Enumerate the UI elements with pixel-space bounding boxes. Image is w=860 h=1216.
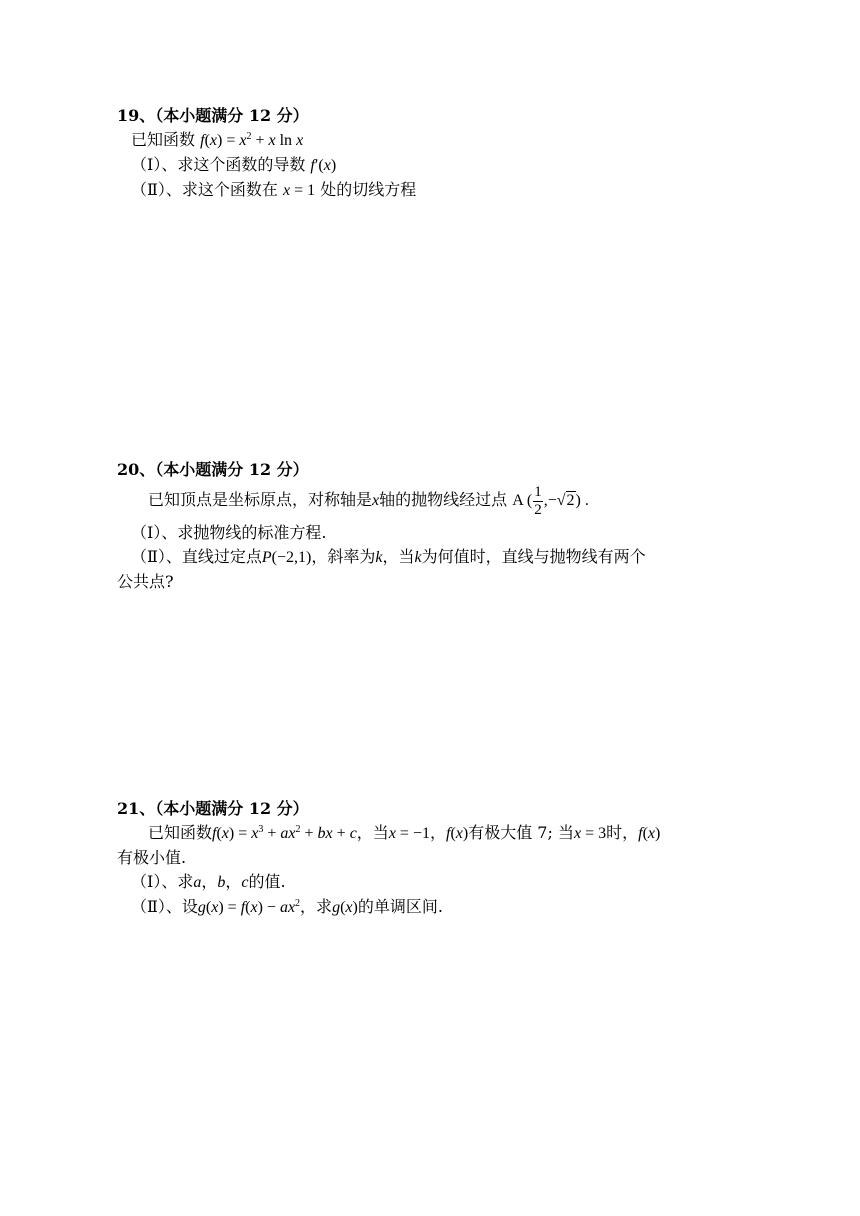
q20-frac-den: 2 (534, 501, 542, 518)
q19-derivative: f′(x) (310, 157, 337, 174)
question-21-part-1 (117, 870, 737, 895)
q20-l3-text-d: 为何值时，直线与抛物线有两个 (421, 547, 646, 566)
q21-l3-text-a: （Ⅰ）、求 (131, 872, 194, 891)
q21-l3-text-b: 的值. (248, 872, 286, 891)
q19-l2-text: （Ⅰ）、求这个函数的导数 (131, 155, 306, 174)
q19-l3-text-b: 处的切线方程 (320, 180, 417, 199)
question-21-line-2 (117, 846, 737, 870)
question-21-part-2 (117, 895, 737, 920)
q21-var-a: a (193, 874, 202, 891)
q20-sqrt-arg: 2 (566, 492, 575, 509)
question-21 (117, 797, 737, 920)
question-19 (117, 104, 737, 203)
q20-sqrt: √2 (556, 492, 575, 509)
q21-fx-2: f(x) (638, 825, 661, 842)
q21-fx-1: f(x) (445, 825, 469, 842)
question-20-line-4 (117, 570, 737, 594)
q21-l1-text-e: 时， (606, 823, 639, 842)
q21-sep-2: ， (225, 872, 242, 891)
question-20 (117, 458, 737, 594)
question-20-part-2 (117, 545, 737, 570)
q21-g-function: $g(x) = f(x) - ax^2$ (197, 898, 301, 916)
q21-sep-1: ， (201, 872, 218, 891)
q20-l2-text: （Ⅰ）、求抛物线的标准方程. (131, 523, 327, 542)
q21-cond-1: x = −1 (388, 825, 430, 842)
q21-l4-text-a: （Ⅱ）、设 (131, 897, 198, 916)
q19-l3-text-a: （Ⅱ）、求这个函数在 (131, 180, 278, 199)
q20-fixed-point: P(−2,1) (261, 549, 312, 566)
q20-l4-text: 公共点? (117, 572, 174, 591)
q21-l1-text-d: 有极大值 7; 当 (468, 823, 574, 842)
q21-var-b: b (217, 874, 226, 891)
q20-fraction (533, 484, 543, 519)
q21-l4-text-c: 的单调区间. (357, 897, 443, 916)
question-19-part-1 (117, 153, 737, 178)
question-21-title: 21、（本小题满分 12 分） (117, 799, 309, 818)
q21-l4-text-b: ，求 (300, 897, 333, 916)
question-19-part-2 (117, 178, 737, 203)
q20-axis: x (372, 492, 380, 509)
question-20-title: 20、（本小题满分 12 分） (117, 460, 309, 479)
q19-function: $f(x) = x^2 + x$ ln x (200, 131, 304, 149)
q20-slope-k-1: k (375, 549, 383, 566)
q20-l1-text-b: 轴的抛物线经过点 (379, 490, 508, 509)
q20-point-a: A ( $\frac{1}{2}$ ,−√2) . (512, 483, 589, 518)
question-20-part-1 (117, 521, 737, 545)
q21-var-c: c (241, 874, 249, 891)
q21-function: $f(x) = x^3 + ax^2$ + bx + c (212, 824, 357, 842)
question-19-line-1 (117, 128, 737, 153)
q21-l2-text: 有极小值. (117, 848, 187, 867)
q20-l3-text-c: ，当 (382, 547, 415, 566)
q20-frac-num: 1 (534, 483, 542, 500)
q20-l3-text-b: ，斜率为 (311, 547, 376, 566)
q21-g-x: g(x) (332, 899, 358, 916)
q20-slope-k-2: k (414, 549, 422, 566)
question-21-line-1 (117, 821, 737, 846)
q21-l1-text-a: 已知函数 (148, 823, 213, 842)
question-19-title: 19、（本小题满分 12 分） (117, 106, 309, 125)
q21-l1-text-c: ， (429, 823, 446, 842)
q19-l1-text: 已知函数 (131, 130, 196, 149)
q21-l1-text-b: ，当 (356, 823, 389, 842)
q20-l3-text-a: （Ⅱ）、直线过定点 (131, 547, 262, 566)
q21-cond-2: x = 3 (573, 825, 607, 842)
q20-point-label: A (512, 492, 523, 509)
q20-l1-text-a: 已知顶点是坐标原点，对称轴是 (148, 490, 373, 509)
question-20-line-1 (117, 480, 737, 521)
q19-point: x = 1 (282, 182, 316, 199)
